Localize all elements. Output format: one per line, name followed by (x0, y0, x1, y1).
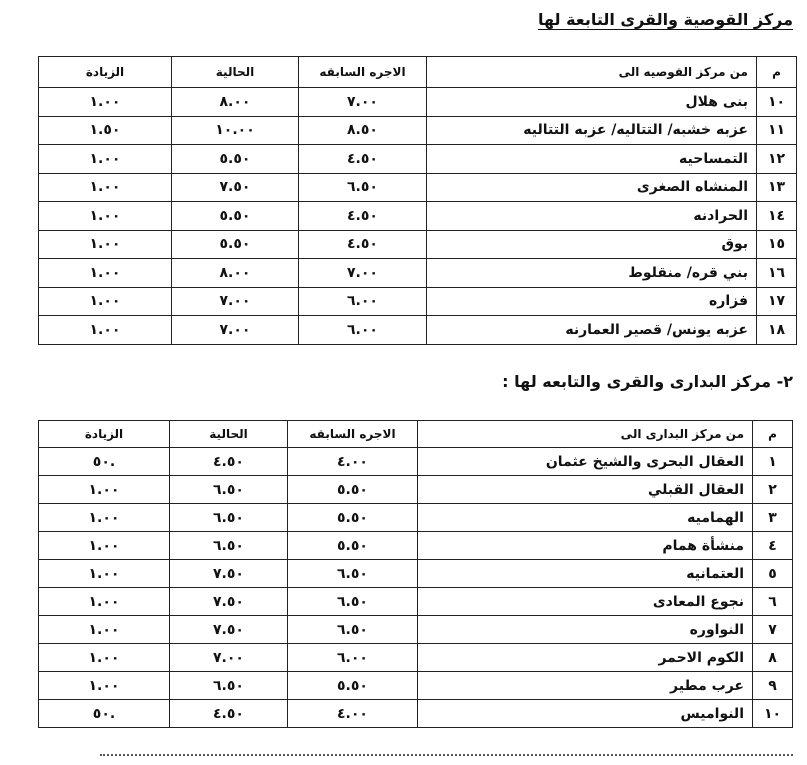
previous-fare-cell: ٥.٥٠ (288, 672, 418, 700)
current-fare-cell: ٦.٥٠ (170, 672, 288, 700)
current-fare-cell: ٧.٥٠ (170, 616, 288, 644)
increase-cell: ١.٠٠ (39, 287, 172, 316)
row-index: ٢ (753, 476, 793, 504)
section1-title: مركز القوصية والقرى التابعة لها (537, 10, 793, 29)
previous-fare-cell: ٦.٠٠ (288, 644, 418, 672)
increase-cell: ١.٠٠ (39, 560, 170, 588)
previous-fare-cell: ٦.٠٠ (299, 316, 427, 345)
table-header-row (39, 421, 793, 448)
destination-cell: التمساحيه (427, 145, 757, 174)
previous-fare-cell: ٥.٥٠ (288, 476, 418, 504)
current-fare-cell: ٥.٥٠ (172, 145, 299, 174)
row-index: ٤ (753, 532, 793, 560)
row-index: ١٧ (757, 287, 797, 316)
header-destination: من مركز البدارى الى (418, 421, 753, 448)
row-index: ٩ (753, 672, 793, 700)
current-fare-cell: ٥.٥٠ (172, 202, 299, 231)
table-row (39, 476, 793, 504)
header-previous-fare: الاجره السابقه (288, 421, 418, 448)
current-fare-cell: ٨.٠٠ (172, 88, 299, 117)
header-index: م (757, 57, 797, 88)
previous-fare-cell: ٧.٠٠ (299, 88, 427, 117)
increase-cell: ١.٠٠ (39, 88, 172, 117)
row-index: ٣ (753, 504, 793, 532)
destination-cell: الحرادنه (427, 202, 757, 231)
increase-cell: ١.٠٠ (39, 145, 172, 174)
header-index: م (753, 421, 793, 448)
increase-cell: ١.٠٠ (39, 644, 170, 672)
header-current-fare: الحالية (172, 57, 299, 88)
table-row (39, 173, 797, 202)
table-row (39, 532, 793, 560)
destination-cell: منشأة همام (418, 532, 753, 560)
fare-table-qusiya (38, 56, 797, 345)
current-fare-cell: ٦.٥٠ (170, 532, 288, 560)
current-fare-cell: ٦.٥٠ (170, 476, 288, 504)
table-header-row (39, 57, 797, 88)
table-row (39, 230, 797, 259)
previous-fare-cell: ٤.٥٠ (299, 230, 427, 259)
table-row (39, 145, 797, 174)
table-row (39, 448, 793, 476)
previous-fare-cell: ٧.٠٠ (299, 259, 427, 288)
table-row (39, 259, 797, 288)
table-row (39, 672, 793, 700)
table-row (39, 700, 793, 728)
increase-cell: ١.٠٠ (39, 616, 170, 644)
previous-fare-cell: ٦.٥٠ (288, 616, 418, 644)
row-index: ٦ (753, 588, 793, 616)
table-row (39, 588, 793, 616)
increase-cell: ١.٠٠ (39, 316, 172, 345)
current-fare-cell: ٧.٠٠ (172, 287, 299, 316)
previous-fare-cell: ٤.٠٠ (288, 448, 418, 476)
previous-fare-cell: ٤.٥٠ (299, 145, 427, 174)
current-fare-cell: ٧.٠٠ (170, 644, 288, 672)
table-row (39, 287, 797, 316)
header-destination: من مركز القوصيه الى (427, 57, 757, 88)
current-fare-cell: ٤.٥٠ (170, 700, 288, 728)
increase-cell: ١.٠٠ (39, 173, 172, 202)
destination-cell: العقال القبلي (418, 476, 753, 504)
destination-cell: النواميس (418, 700, 753, 728)
row-index: ١ (753, 448, 793, 476)
previous-fare-cell: ٦.٥٠ (299, 173, 427, 202)
current-fare-cell: ٧.٥٠ (170, 560, 288, 588)
header-current-fare: الحالية (170, 421, 288, 448)
increase-cell: ١.٥٠ (39, 116, 172, 145)
row-index: ٨ (753, 644, 793, 672)
table-row (39, 88, 797, 117)
header-increase: الزيادة (39, 57, 172, 88)
header-previous-fare: الاجره السابقه (299, 57, 427, 88)
previous-fare-cell: ٤.٥٠ (299, 202, 427, 231)
row-index: ١١ (757, 116, 797, 145)
row-index: ١٦ (757, 259, 797, 288)
header-increase: الزيادة (39, 421, 170, 448)
destination-cell: عزبه خشبه/ التتاليه/ عزبه التتاليه (427, 116, 757, 145)
table-row (39, 316, 797, 345)
destination-cell: نجوع المعادى (418, 588, 753, 616)
table-row (39, 202, 797, 231)
fare-table-badari (38, 420, 793, 728)
destination-cell: عرب مطير (418, 672, 753, 700)
increase-cell: ١.٠٠ (39, 588, 170, 616)
destination-cell: العقال البحرى والشيخ عثمان (418, 448, 753, 476)
current-fare-cell: ٥.٥٠ (172, 230, 299, 259)
current-fare-cell: ٤.٥٠ (170, 448, 288, 476)
section2-title: ٢- مركز البدارى والقرى والتابعه لها : (502, 372, 793, 391)
increase-cell: .٥٠ (39, 448, 170, 476)
previous-fare-cell: ٥.٥٠ (288, 532, 418, 560)
previous-fare-cell: ٦.٠٠ (299, 287, 427, 316)
row-index: ٥ (753, 560, 793, 588)
row-index: ١٠ (753, 700, 793, 728)
increase-cell: ١.٠٠ (39, 504, 170, 532)
row-index: ١٣ (757, 173, 797, 202)
current-fare-cell: ٧.٥٠ (170, 588, 288, 616)
increase-cell: ١.٠٠ (39, 230, 172, 259)
table-row (39, 644, 793, 672)
row-index: ١٨ (757, 316, 797, 345)
previous-fare-cell: ٦.٥٠ (288, 588, 418, 616)
destination-cell: الكوم الاحمر (418, 644, 753, 672)
increase-cell: ١.٠٠ (39, 202, 172, 231)
table-row (39, 504, 793, 532)
destination-cell: العتمانيه (418, 560, 753, 588)
row-index: ٧ (753, 616, 793, 644)
destination-cell: بني قره/ منقلوط (427, 259, 757, 288)
row-index: ١٢ (757, 145, 797, 174)
increase-cell: ١.٠٠ (39, 476, 170, 504)
current-fare-cell: ٧.٠٠ (172, 316, 299, 345)
current-fare-cell: ٧.٥٠ (172, 173, 299, 202)
table-row (39, 116, 797, 145)
row-index: ١٥ (757, 230, 797, 259)
increase-cell: .٥٠ (39, 700, 170, 728)
destination-cell: عزبه يونس/ قصير العمارنه (427, 316, 757, 345)
cut-off-next-line (100, 754, 793, 759)
increase-cell: ١.٠٠ (39, 532, 170, 560)
destination-cell: النواوره (418, 616, 753, 644)
current-fare-cell: ١٠.٠٠ (172, 116, 299, 145)
previous-fare-cell: ٤.٠٠ (288, 700, 418, 728)
destination-cell: بوق (427, 230, 757, 259)
previous-fare-cell: ٥.٥٠ (288, 504, 418, 532)
row-index: ١٠ (757, 88, 797, 117)
current-fare-cell: ٦.٥٠ (170, 504, 288, 532)
destination-cell: المنشاه الصغرى (427, 173, 757, 202)
table-row (39, 560, 793, 588)
previous-fare-cell: ٦.٥٠ (288, 560, 418, 588)
increase-cell: ١.٠٠ (39, 259, 172, 288)
destination-cell: بنى هلال (427, 88, 757, 117)
current-fare-cell: ٨.٠٠ (172, 259, 299, 288)
table-row (39, 616, 793, 644)
destination-cell: الهماميه (418, 504, 753, 532)
previous-fare-cell: ٨.٥٠ (299, 116, 427, 145)
increase-cell: ١.٠٠ (39, 672, 170, 700)
row-index: ١٤ (757, 202, 797, 231)
destination-cell: فزاره (427, 287, 757, 316)
